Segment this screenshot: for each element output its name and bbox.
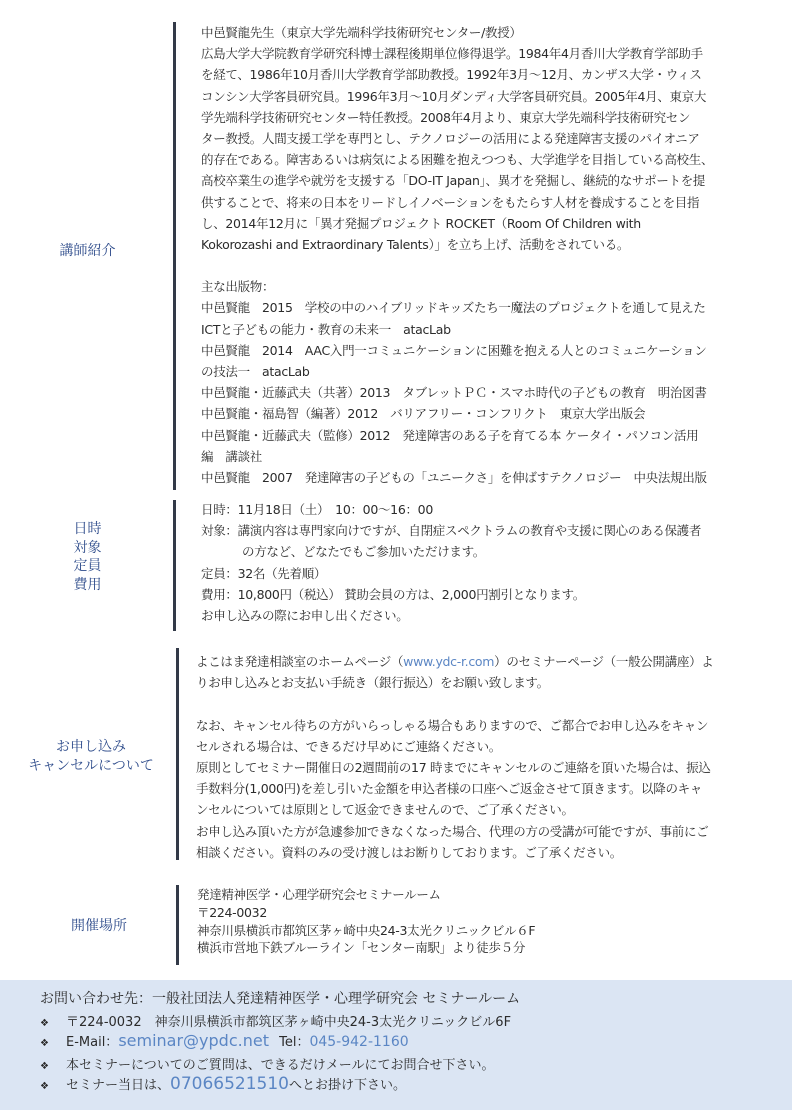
venue-postal: 〒224-0032 xyxy=(197,904,267,920)
event-target: 対象：講演内容は専門家向けですが、自閉症スペクトラムの教育や支援に関心のある保護者 xyxy=(201,523,702,539)
contact-day-text: セミナー当日は、 xyxy=(66,1078,171,1093)
details-content xyxy=(201,499,701,626)
contact-email-row xyxy=(40,1031,409,1050)
label-cancellation: キャンセルについて xyxy=(28,758,154,774)
application-text: ）のセミナーページ（一般公開講座）よ xyxy=(494,654,714,669)
cancellation-line: 手数料分(1,000円)を差し引いた金額を申込者様の口座へご返金させて頂きます。以降のキャ xyxy=(196,781,703,797)
lecturer-line: を経て、1986年10月香川大学教育学部助教授。1992年3月～12月、カンザス大学・ウィス xyxy=(201,67,702,83)
contact-question: 本セミナーについてのご質問は、できるだけメールにてお問合せ下さい。 xyxy=(66,1058,495,1073)
application-line: りお申し込みとお支払い手続き（銀行振込）をお願い致します。 xyxy=(196,675,549,691)
contact-address-row xyxy=(40,1011,511,1030)
lecturer-line: コンシン大学客員研究員。1996年3月～10月ダンディ大学客員研究員。2005年4月、東京大 xyxy=(201,88,707,104)
details-divider xyxy=(173,500,176,631)
cancellation-line: ンセルについては原則として返金できませんので、ご了承ください。 xyxy=(196,802,574,818)
application-divider xyxy=(176,648,179,860)
publication-line: ICTと子どもの能力・教育の未来一 atacLab xyxy=(201,321,451,337)
label-target: 対象 xyxy=(73,539,102,556)
publication-line: 中邑賢龍・近藤武夫（監修）2012 発達障害のある子を育てる本 ケータイ・パソコン活用 xyxy=(201,427,699,443)
publication-line: 中邑賢龍 2015 学校の中のハイブリッドキッズたち一魔法のプロジェクトを通して見えた xyxy=(201,300,706,316)
cancellation-line: セルされる場合は、できるだけ早めにご連絡ください。 xyxy=(196,738,502,754)
contact-address: 〒224-0032 神奈川県横浜市都筑区茅ヶ崎中央24-3太光クリニックビル6F xyxy=(66,1015,512,1030)
lecturer-content xyxy=(201,22,713,488)
label-application: お申し込み xyxy=(56,739,126,755)
event-date: 日時：11月18日（土） 10：00～16：00 xyxy=(201,502,433,517)
label-date: 日時 xyxy=(73,521,102,537)
application-line xyxy=(196,651,714,672)
label-fee: 費用 xyxy=(73,576,102,593)
spacer xyxy=(201,255,713,276)
homepage-link[interactable]: www.ydc-r.com xyxy=(403,654,495,669)
event-fee: 費用：10,800円（税込） 賛助会員の方は、2,000円割引となります。 xyxy=(201,586,585,602)
application-content xyxy=(196,651,714,863)
contact-day-row xyxy=(40,1074,406,1094)
lecturer-line: 的存在である。障害あるいは病気による困難を抱えつつも、大学進学を目指している高校生、 xyxy=(201,152,714,168)
bullet-icon: ❖ xyxy=(40,1018,49,1029)
label-capacity: 定員 xyxy=(73,558,102,574)
publication-line: 中邑賢龍・福島智（編著）2012 バリアフリー・コンフリクト 東京大学出版会 xyxy=(201,406,646,422)
bullet-icon: ❖ xyxy=(40,1061,49,1072)
email-label: E-Mail： xyxy=(66,1035,119,1050)
cancellation-line: 相談ください。資料のみの受け渡しはお断りしております。ご了承ください。 xyxy=(196,844,623,860)
publication-line: の技法一 atacLab xyxy=(201,364,310,379)
day-phone[interactable]: 07066521510 xyxy=(170,1074,289,1094)
contact-question-row xyxy=(40,1054,494,1073)
cancellation-line: 原則としてセミナー開催日の2週間前の17 時までにキャンセルのご連絡を頂いた場合は、振込 xyxy=(196,759,711,775)
tel-label: Tel： xyxy=(279,1035,310,1050)
contact-day-text: へとお掛け下さい。 xyxy=(289,1078,407,1093)
publications-heading: 主な出版物： xyxy=(201,279,275,295)
contact-footer xyxy=(0,980,792,1110)
details-labels xyxy=(0,520,175,594)
event-target-cont: の方など、どなたでもご参加いただけます。 xyxy=(242,544,486,560)
venue-label: 開催場所 xyxy=(71,918,127,934)
publication-line: 中邑賢龍 2014 AAC入門一コミュニケーションに困難を抱える人とのコミュニケーション xyxy=(201,342,707,358)
email-link[interactable]: seminar@ypdc.net xyxy=(118,1031,269,1050)
lecturer-line: ター教授。人間支援工学を専門とし、テクノロジーの活用による発達障害支援のパイオニア xyxy=(201,130,700,146)
venue-content xyxy=(197,886,535,957)
cancellation-line: お申し込み頂いた方が急遽参加できなくなった場合、代理の方の受講が可能ですが、事前にご xyxy=(196,823,709,839)
lecturer-line: 供することで、将来の日本をリードしイノベーションをもたらす人材を養成することを目指 xyxy=(201,194,700,210)
lecturer-line: 学先端科学技術研究センター特任教授。2008年4月より、東京大学先端科学技術研究セン xyxy=(201,109,691,125)
lecturer-divider xyxy=(173,22,176,490)
venue-access: 横浜市営地下鉄ブルーライン「センター南駅」より徒歩５分 xyxy=(197,940,526,956)
bullet-icon: ❖ xyxy=(40,1081,49,1092)
cancellation-line: なお、キャンセル待ちの方がいらっしゃる場合もありますので、ご都合でお申し込みをキャン xyxy=(196,717,709,733)
event-note: お申し込みの際にお申し出ください。 xyxy=(201,607,409,623)
venue-address: 神奈川県横浜市都筑区茅ヶ崎中央24-3太光クリニックビル６F xyxy=(197,922,536,938)
lecturer-line: Kokorozashi and Extraordinary Talents）」を立ち上げ、活動をされている。 xyxy=(201,236,630,252)
event-capacity: 定員：32名（先着順） xyxy=(201,565,327,581)
application-text: よこはま発達相談室のホームページ（ xyxy=(196,654,404,669)
lecturer-label: 講師紹介 xyxy=(59,243,116,259)
publication-line: 中邑賢龍 2007 発達障害の子どもの「ユニークさ」を伸ばすテクノロジー 中央法規出版 xyxy=(201,469,707,485)
contact-title: お問い合わせ先：一般社団法人発達精神医学・心理学研究会 セミナールーム xyxy=(40,991,521,1007)
lecturer-line: 中邑賢龍先生（東京大学先端科学技術研究センター/教授） xyxy=(201,25,522,40)
lecturer-line: し、2014年12月に「異才発掘プロジェクト ROCKET（Room Of Children with xyxy=(201,215,641,231)
lecturer-line: 広島大学大学院教育学研究科博士課程後期単位修得退学。1984年4月香川大学教育学部助手 xyxy=(201,46,703,62)
application-labels xyxy=(0,738,182,776)
venue-name: 発達精神医学・心理学研究会セミナールーム xyxy=(197,887,441,902)
publication-line: 編 講談社 xyxy=(201,448,263,464)
bullet-icon: ❖ xyxy=(40,1038,49,1049)
publication-line: 中邑賢龍・近藤武夫（共著）2013 タブレットＰＣ・スマホ時代の子どもの教育 明治図書 xyxy=(201,385,707,401)
spacer xyxy=(196,693,714,714)
tel-number[interactable]: 045-942-1160 xyxy=(309,1034,409,1050)
lecturer-line: 高校卒業生の進学や就労を支援する「DO-IT Japan」、異才を発掘し、継続的なサポートを提 xyxy=(201,173,706,189)
venue-divider xyxy=(176,885,179,965)
